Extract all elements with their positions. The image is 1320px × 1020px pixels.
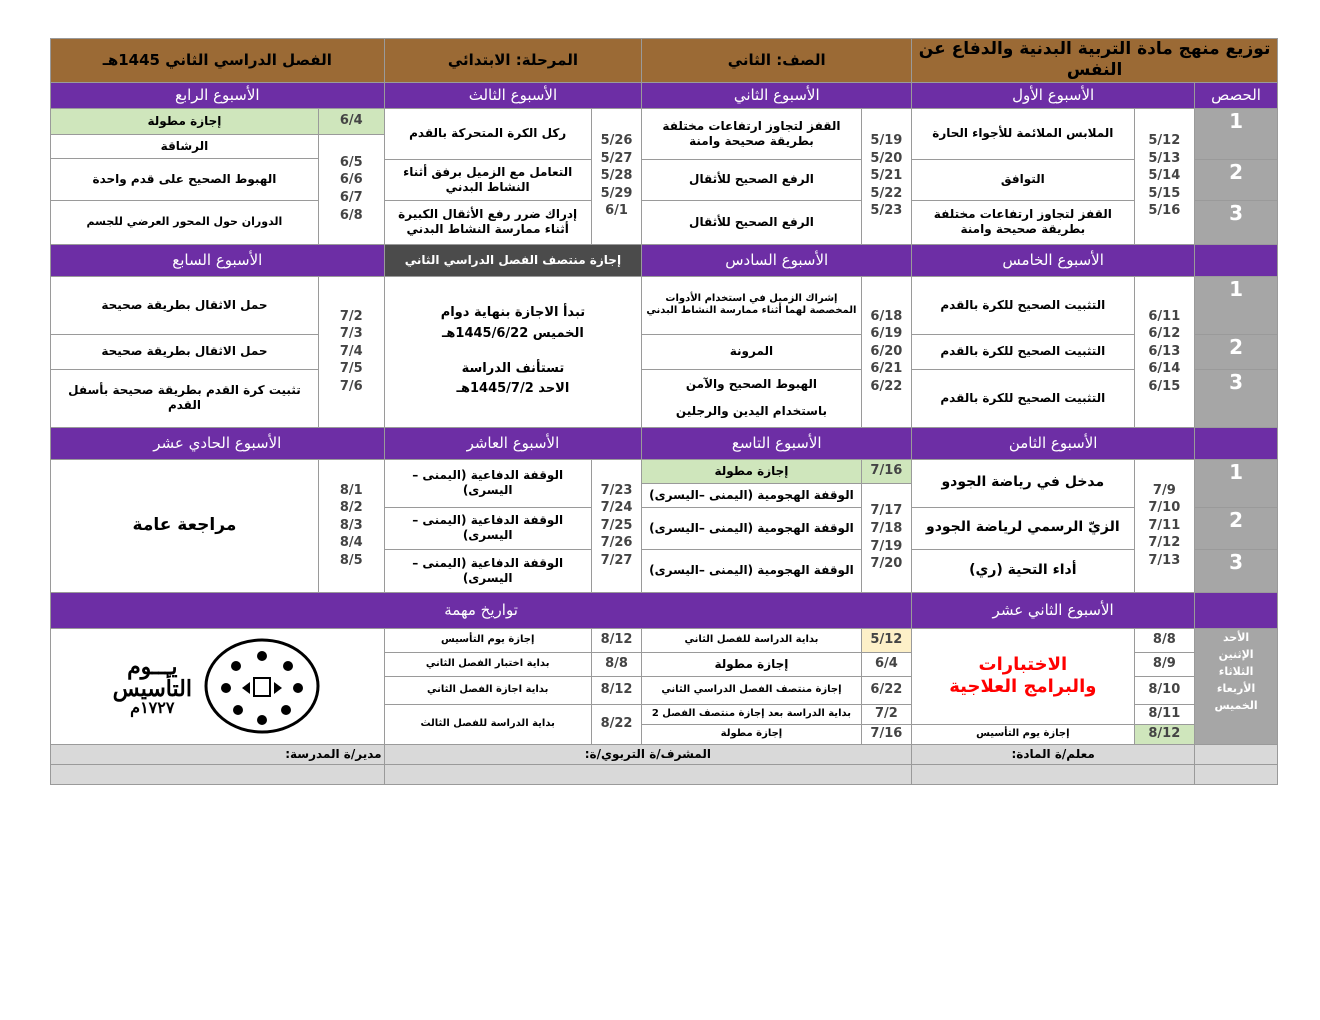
week-dates: 6/11 6/12 6/13 6/14 6/15 — [1134, 276, 1195, 427]
lesson-row — [51, 459, 1278, 483]
weeks-header-row — [51, 82, 1278, 108]
curriculum-table — [50, 38, 1278, 785]
week-dates: 8/1 8/2 8/3 8/4 8/5 — [318, 459, 384, 592]
weeks-header-row — [51, 427, 1278, 459]
week-date: 8/12 — [1134, 724, 1195, 744]
lesson-cell: الوقفة الهجومية (اليمنى –اليسرى) — [642, 549, 861, 592]
lesson-cell: القفز لتجاوز ارتفاعات مختلفة بطريقة صحيحة وامنة — [642, 108, 861, 159]
weekdays-cell: الأحد الإثنين الثلاثاء الأربعاء الخميس — [1195, 628, 1278, 744]
event-date: 7/16 — [861, 724, 912, 744]
holiday-cell: إجازة مطولة — [642, 459, 861, 483]
lesson-cell: المرونة — [642, 334, 861, 369]
week-header: الأسبوع الرابع — [51, 82, 385, 108]
lesson-cell: التعامل مع الزميل برفق أثناء النشاط البدني — [384, 159, 591, 200]
event-text: بداية الدراسة بعد إجازة منتصف الفصل 2 — [642, 704, 861, 724]
event-text: بداية الدراسة للفصل الثالث — [384, 704, 591, 744]
supervisor-signature: المشرف/ة التربوي/ة: — [384, 744, 912, 764]
lesson-cell: الوقفة الدفاعية (اليمنى – اليسرى) — [384, 549, 591, 592]
event-text: إجازة مطولة — [642, 652, 861, 676]
period-number: 1 — [1195, 459, 1278, 507]
event-date: 7/2 — [861, 704, 912, 724]
week-header: الأسبوع الأول — [912, 82, 1195, 108]
seal-emblem-icon — [202, 636, 322, 736]
lesson-cell: التوافق — [912, 159, 1134, 200]
signature-row — [51, 744, 1278, 764]
lesson-cell: الوقفة الهجومية (اليمنى –اليسرى) — [642, 507, 861, 549]
event-date: 8/12 — [591, 628, 642, 652]
lesson-cell: مدخل في رياضة الجودو — [912, 459, 1134, 507]
week-header: الأسبوع الثامن — [912, 427, 1195, 459]
lesson-cell: حمل الاثقال بطريقة صحيحة — [51, 334, 319, 369]
week-header: الأسبوع الحادي عشر — [51, 427, 385, 459]
review-cell: مراجعة عامة — [51, 459, 319, 592]
founding-day-cell: إجازة يوم التأسيس — [912, 724, 1134, 744]
holiday-date: 7/16 — [861, 459, 912, 483]
lesson-row — [51, 108, 1278, 134]
lesson-cell: الهبوط الصحيح والآمن باستخدام اليدين والرجلين — [642, 369, 861, 427]
week-dates: 7/2 7/3 7/4 7/5 7/6 — [318, 276, 384, 427]
week-dates: 7/9 7/10 7/11 7/12 7/13 — [1134, 459, 1195, 592]
event-text: بداية اختبار الفصل الثاني — [384, 652, 591, 676]
event-text: بداية الدراسة للفصل الثاني — [642, 628, 861, 652]
lesson-cell: التثبيت الصحيح للكرة بالقدم — [912, 369, 1134, 427]
week-header: الأسبوع التاسع — [642, 427, 912, 459]
period-number: 2 — [1195, 507, 1278, 549]
period-number: 1 — [1195, 276, 1278, 334]
event-date: 6/4 — [861, 652, 912, 676]
lesson-cell: الرفع الصحيح للأثقال — [642, 200, 861, 244]
lesson-cell: إشراك الزميل في استخدام الأدوات المخصصة لهما أثناء ممارسة النشاط البدني — [642, 276, 861, 334]
event-row — [51, 628, 1278, 652]
lesson-cell: الرفع الصحيح للأثقال — [642, 159, 861, 200]
teacher-signature: معلم/ة المادة: — [912, 744, 1195, 764]
principal-signature: مدير/ة المدرسة: — [51, 744, 385, 764]
lesson-cell: القفز لتجاوز ارتفاعات مختلفة بطريقة صحيحة وامنة — [912, 200, 1134, 244]
weeks-header-row — [51, 592, 1278, 628]
week-date: 8/10 — [1134, 676, 1195, 704]
week-header: الأسبوع الثاني — [642, 82, 912, 108]
lesson-cell: تثبيت كرة القدم بطريقة صحيحة بأسفل القدم — [51, 369, 319, 427]
important-dates-header: تواريخ مهمة — [51, 592, 912, 628]
lesson-cell: الزيّ الرسمي لرياضة الجودو — [912, 507, 1134, 549]
founding-day-wordmark: يـــوم التأسيس ١٧٢٧م — [112, 654, 192, 717]
period-number: 2 — [1195, 334, 1278, 369]
week-dates: 5/19 5/20 5/21 5/22 5/23 — [861, 108, 912, 244]
week-header: الأسبوع العاشر — [384, 427, 642, 459]
midterm-break-header: إجازة منتصف الفصل الدراسي الثاني — [384, 244, 642, 276]
stage-label: المرحلة: الابتدائي — [384, 39, 642, 83]
period-number: 3 — [1195, 369, 1278, 427]
week-dates: 6/5 6/6 6/7 6/8 — [318, 134, 384, 244]
event-date: 8/12 — [591, 676, 642, 704]
lesson-cell: الوقفة الهجومية (اليمنى –اليسرى) — [642, 483, 861, 507]
week-dates: 6/18 6/19 6/20 6/21 6/22 — [861, 276, 912, 427]
week-header: الأسبوع الخامس — [912, 244, 1195, 276]
lesson-row — [51, 334, 1278, 369]
week-header: الأسبوع السادس — [642, 244, 912, 276]
event-text: إجازة مطولة — [642, 724, 861, 744]
holiday-cell: إجازة مطولة — [51, 108, 319, 134]
lesson-row — [51, 369, 1278, 427]
period-number: 1 — [1195, 108, 1278, 159]
week-date: 8/8 — [1134, 628, 1195, 652]
plan-sheet — [50, 38, 1278, 785]
week-header: الأسبوع الثالث — [384, 82, 642, 108]
event-text: إجازة منتصف الفصل الدراسي الثاني — [642, 676, 861, 704]
event-date: 8/22 — [591, 704, 642, 744]
lesson-row — [51, 200, 1278, 242]
founding-day-logo — [51, 628, 385, 744]
exams-cell: الاختبارات والبرامج العلاجية — [912, 628, 1134, 724]
lesson-cell: الهبوط الصحيح على قدم واحدة — [51, 158, 319, 200]
grade-label: الصف: الثاني — [642, 39, 912, 83]
holiday-date: 6/4 — [318, 108, 384, 134]
lesson-cell: التثبيت الصحيح للكرة بالقدم — [912, 334, 1134, 369]
week-header: الأسبوع الثاني عشر — [912, 592, 1195, 628]
weeks-header-row — [51, 244, 1278, 276]
week-date: 8/9 — [1134, 652, 1195, 676]
lesson-cell: الرشاقة — [51, 134, 319, 158]
title-row — [51, 39, 1278, 83]
midterm-break-note: تبدأ الاجازة بنهاية دوام الخميس 1445/6/22هـ تستأنف الدراسة الاحد 1445/7/2هـ — [384, 276, 642, 427]
lesson-row — [51, 276, 1278, 334]
week-dates: 5/26 5/27 5/28 5/29 6/1 — [591, 108, 642, 244]
blank-row — [51, 764, 1278, 784]
lesson-cell: الدوران حول المحور العرضي للجسم — [51, 200, 319, 244]
week-header: الأسبوع السابع — [51, 244, 385, 276]
period-number: 2 — [1195, 159, 1278, 200]
lesson-cell: الوقفة الدفاعية (اليمنى – اليسرى) — [384, 459, 591, 507]
lesson-cell: حمل الاثقال بطريقة صحيحة — [51, 276, 319, 334]
lesson-cell: أداء التحية (ري) — [912, 549, 1134, 592]
event-date: 5/12 — [861, 628, 912, 652]
lesson-cell: الملابس الملائمة للأجواء الحارة — [912, 108, 1134, 159]
event-text: بداية اجازة الفصل الثاني — [384, 676, 591, 704]
periods-label: الحصص — [1195, 82, 1278, 108]
week-date: 8/11 — [1134, 704, 1195, 724]
plan-title: توزيع منهج مادة التربية البدنية والدفاع عن النفس — [912, 39, 1278, 83]
lesson-cell: الوقفة الدفاعية (اليمنى – اليسرى) — [384, 507, 591, 549]
week-dates: 7/17 7/18 7/19 7/20 — [861, 483, 912, 592]
week-dates: 7/23 7/24 7/25 7/26 7/27 — [591, 459, 642, 592]
lesson-cell: إدراك ضرر رفع الأثقال الكبيرة أثناء ممارسة النشاط البدني — [384, 200, 591, 244]
lesson-cell: التثبيت الصحيح للكرة بالقدم — [912, 276, 1134, 334]
lesson-cell: ركل الكرة المتحركة بالقدم — [384, 108, 591, 159]
event-date: 6/22 — [861, 676, 912, 704]
event-date: 8/8 — [591, 652, 642, 676]
week-dates: 5/12 5/13 5/14 5/15 5/16 — [1134, 108, 1195, 244]
period-number: 3 — [1195, 549, 1278, 592]
event-text: إجازة يوم التأسيس — [384, 628, 591, 652]
period-number: 3 — [1195, 200, 1278, 244]
term-label: الفصل الدراسي الثاني 1445هـ — [51, 39, 385, 83]
